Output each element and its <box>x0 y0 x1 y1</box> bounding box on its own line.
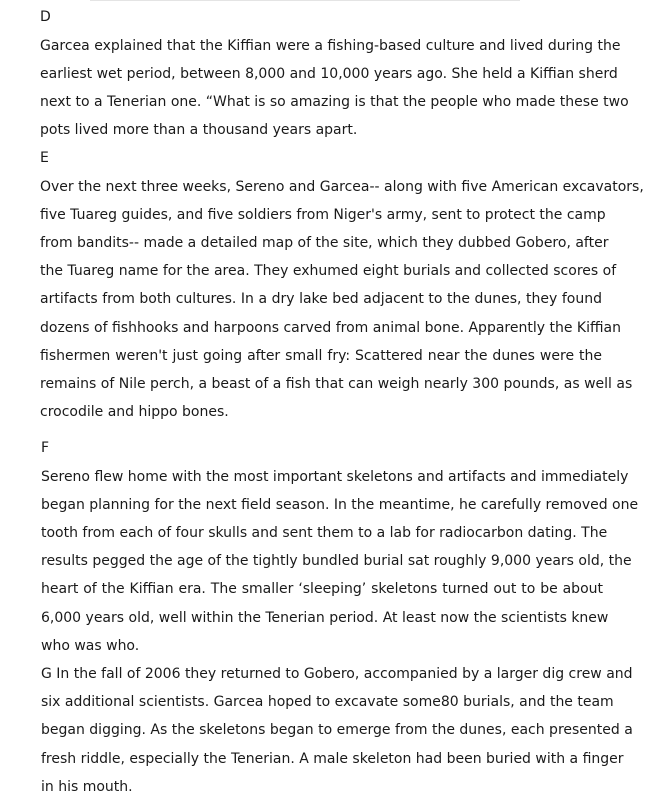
paragraph-line: 6,000 years old, well within the Tenerian period. At least now the scientists knew <box>41 610 609 626</box>
paragraph-line: Over the next three weeks, Sereno and Garcea-- along with five American excavators, <box>40 179 644 195</box>
paragraph-line: Garcea explained that the Kiffian were a fishing-based culture and lived during the <box>40 38 621 54</box>
section-label-d: D <box>40 9 51 25</box>
paragraph-line: pots lived more than a thousand years apart. <box>40 122 358 138</box>
paragraph-line: the Tuareg name for the area. They exhumed eight burials and collected scores of <box>40 263 617 279</box>
paragraph-line: remains of Nile perch, a beast of a fish that can weigh nearly 300 pounds, as well as <box>40 376 633 392</box>
paragraph-line: results pegged the age of the tightly bundled burial sat roughly 9,000 years old, the <box>41 553 632 569</box>
paragraph-line: dozens of fishhooks and harpoons carved from animal bone. Apparently the Kiffian <box>40 320 621 336</box>
paragraph-line: five Tuareg guides, and five soldiers from Niger's army, sent to protect the camp <box>40 207 606 223</box>
paragraph-line: from bandits-- made a detailed map of the site, which they dubbed Gobero, after <box>40 235 609 251</box>
paragraph-line: who was who. <box>41 638 140 654</box>
cropped-top-edge <box>90 0 520 3</box>
paragraph-line: began planning for the next field season. In the meantime, he carefully removed one <box>41 497 639 513</box>
paragraph-line: in his mouth. <box>41 779 133 795</box>
section-label-e: E <box>40 150 49 166</box>
paragraph-line: fishermen weren't just going after small fry: Scattered near the dunes were the <box>40 348 602 364</box>
paragraph-line: heart of the Kiffian era. The smaller ‘sleeping’ skeletons turned out to be about <box>41 581 603 597</box>
paragraph-line: earliest wet period, between 8,000 and 10,000 years ago. She held a Kiffian sherd <box>40 66 618 82</box>
paragraph-line: crocodile and hippo bones. <box>40 404 229 420</box>
paragraph-line: next to a Tenerian one. “What is so amazing is that the people who made these two <box>40 94 629 110</box>
section-label-f: F <box>41 440 50 456</box>
paragraph-line: fresh riddle, especially the Tenerian. A male skeleton had been buried with a finger <box>41 751 624 767</box>
paragraph-line: Sereno flew home with the most important skeletons and artifacts and immediately <box>41 469 629 485</box>
paragraph-line: artifacts from both cultures. In a dry lake bed adjacent to the dunes, they found <box>40 291 602 307</box>
paragraph-line: G In the fall of 2006 they returned to Gobero, accompanied by a larger dig crew and <box>41 666 633 682</box>
paragraph-line: began digging. As the skeletons began to emerge from the dunes, each presented a <box>41 722 633 738</box>
paragraph-line: six additional scientists. Garcea hoped to excavate some80 burials, and the team <box>41 694 614 710</box>
paragraph-line: tooth from each of four skulls and sent them to a lab for radiocarbon dating. The <box>41 525 608 541</box>
